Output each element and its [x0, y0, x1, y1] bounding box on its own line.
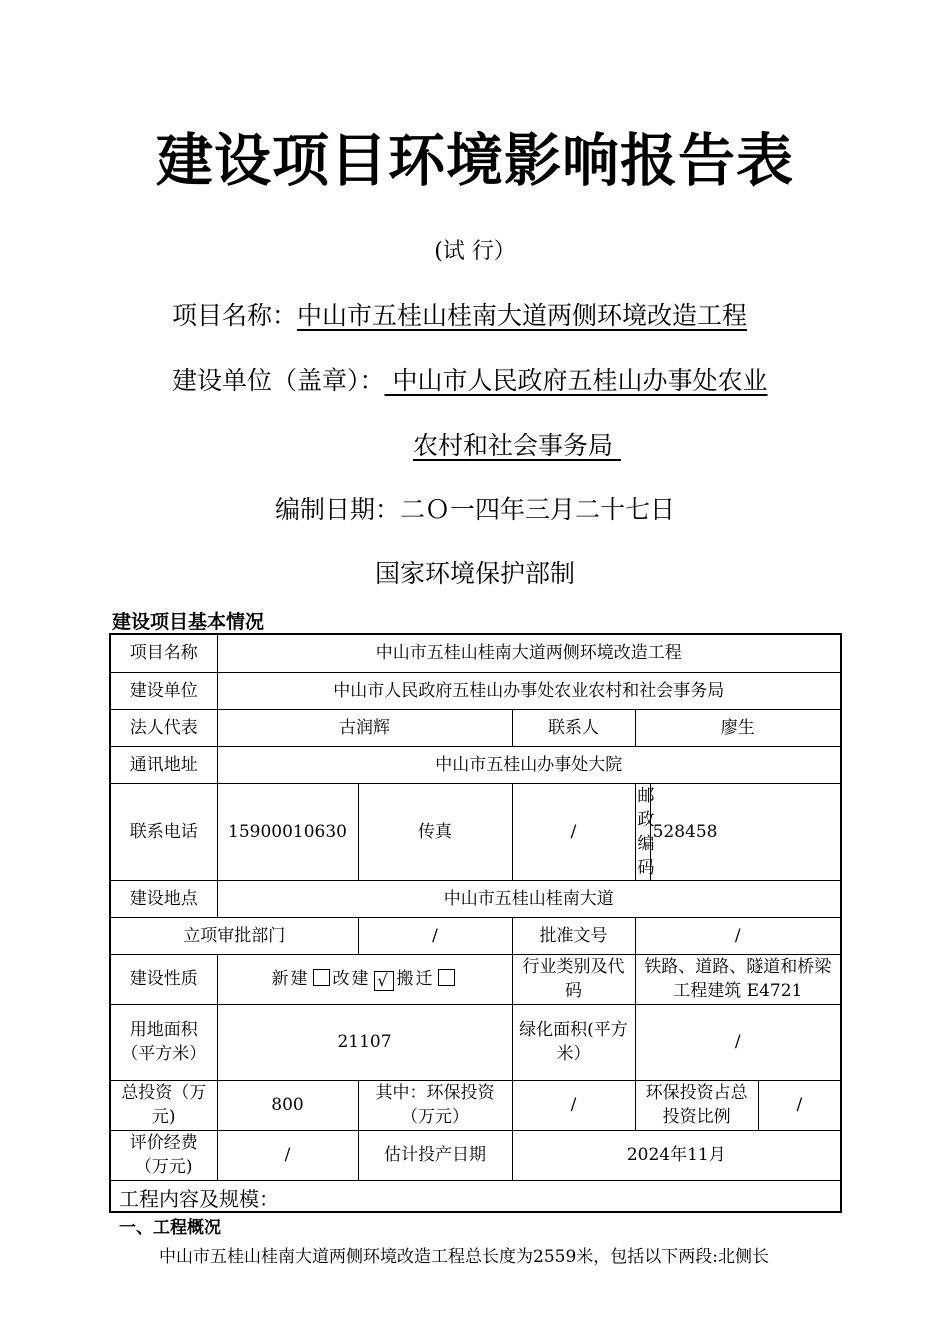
cover-unit-line2: [413, 428, 621, 464]
cover-unit-value-line1: 中山市人民政府五桂山办事处农业: [384, 366, 768, 395]
land-area-value: 21107: [217, 1004, 512, 1080]
table-row: [111, 954, 840, 1004]
approval-no-label: 批准文号: [512, 917, 635, 954]
site-label: 建设地点: [111, 880, 217, 917]
production-date-label: 估计投产日期: [358, 1130, 512, 1180]
project-name-value: 中山市五桂山桂南大道两侧环境改造工程: [217, 635, 840, 672]
cover-unit-label: 建设单位（盖章）：: [172, 366, 385, 395]
cover-unit-value-line2: 农村和社会事务局: [413, 431, 621, 460]
legal-rep-label: 法人代表: [111, 709, 217, 746]
unit-label: 建设单位: [111, 672, 217, 709]
approval-dept-label: 立项审批部门: [111, 917, 358, 954]
contact-label: 联系人: [512, 709, 635, 746]
table-row: [111, 783, 840, 880]
trial-note: (试 行）: [434, 239, 516, 264]
approval-no-value: /: [635, 917, 840, 954]
checkbox-new[interactable]: [313, 969, 330, 986]
table-row: [111, 635, 840, 672]
env-ratio-label: 环保投资占总投资比例: [636, 1081, 759, 1130]
overview-heading: 一、工程概况: [119, 1217, 221, 1238]
production-date-value: 2024年11月: [512, 1130, 840, 1180]
cover-ministry: 国家环境保护部制: [374, 559, 575, 588]
eval-cost-value: /: [217, 1130, 358, 1180]
address-value: 中山市五桂山办事处大院: [217, 746, 840, 783]
eval-cost-label: 评价经费（万元): [111, 1130, 217, 1180]
env-invest-label: 其中：环保投资（万元）: [358, 1080, 512, 1130]
fax-value: /: [512, 783, 635, 880]
cover-project-name-label: 项目名称：: [172, 301, 298, 330]
postcode-label: 邮政编码: [637, 785, 655, 878]
checkbox-relocate[interactable]: [438, 969, 455, 986]
project-name-label: 项目名称: [111, 635, 217, 672]
industry-label: 行业类别及代码: [512, 954, 635, 1004]
nature-label: 建设性质: [111, 954, 217, 1004]
section-heading: 建设项目基本情况: [112, 611, 265, 633]
env-ratio-cell: [635, 1080, 840, 1130]
nature-new-label: 新建: [271, 969, 310, 989]
approval-dept-value: /: [358, 917, 512, 954]
cover-unit-line: [172, 363, 767, 399]
total-invest-value: 800: [217, 1080, 358, 1130]
checkbox-rebuild-checked[interactable]: √: [374, 971, 394, 991]
cover-date: 编制日期：二Ｏ一四年三月二十七日: [274, 495, 675, 524]
env-ratio-value: /: [796, 1095, 803, 1115]
postcode-value: 528458: [652, 821, 718, 842]
table-row: [111, 746, 840, 783]
land-area-label: 用地面积（平方米）: [111, 1004, 217, 1080]
table-row: [111, 917, 840, 954]
nature-rebuild-label: 改建: [332, 969, 371, 989]
legal-rep-value: 古润辉: [217, 709, 512, 746]
nature-relocate-label: 搬迁: [396, 969, 435, 989]
address-label: 通讯地址: [111, 746, 217, 783]
industry-value: 铁路、道路、隧道和桥梁工程建筑 E4721: [635, 954, 840, 1004]
phone-label: 联系电话: [111, 783, 217, 880]
green-area-value: /: [635, 1004, 840, 1080]
table-row: [111, 1004, 840, 1080]
postcode-cell: [635, 783, 718, 880]
document-title: 建设项目环境影响报告表: [156, 128, 794, 194]
table-row: [111, 672, 840, 709]
overview-text: 中山市五桂山桂南大道两侧环境改造工程总长度为2559米，包括以下两段:北侧长: [159, 1246, 769, 1267]
table-row: [111, 1130, 840, 1180]
unit-value: 中山市人民政府五桂山办事处农业农村和社会事务局: [217, 672, 840, 709]
cover-project-name-line: [172, 298, 747, 334]
fax-label: 传真: [358, 783, 512, 880]
project-content-area: [111, 1181, 840, 1271]
green-area-label: 绿化面积(平方米）: [512, 1004, 635, 1080]
env-invest-value: /: [512, 1080, 635, 1130]
site-value: 中山市五桂山桂南大道: [217, 880, 840, 917]
table-row: [111, 1080, 840, 1130]
table-row: [111, 880, 840, 917]
table-row: [111, 709, 840, 746]
content-heading: 工程内容及规模：: [119, 1186, 279, 1211]
basic-info-table: [109, 633, 842, 1267]
nature-options: [217, 954, 512, 1004]
contact-value: 廖生: [635, 709, 840, 746]
cover-project-name-value: 中山市五桂山桂南大道两侧环境改造工程: [297, 301, 748, 330]
total-invest-label: 总投资（万元): [111, 1080, 217, 1130]
phone-value: 15900010630: [217, 783, 358, 880]
